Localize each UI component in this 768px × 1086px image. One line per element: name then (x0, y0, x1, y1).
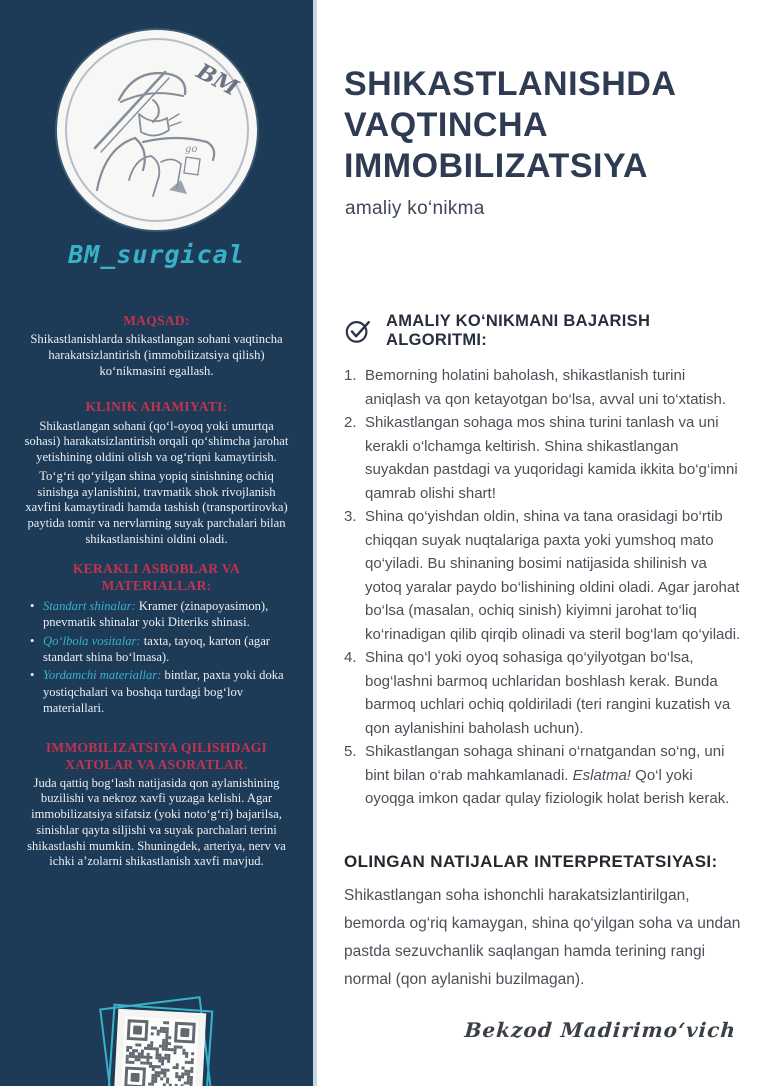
qr-code (113, 1009, 205, 1086)
page-subtitle: amaliy ko‘nikma (345, 198, 485, 219)
materials-list (20, 598, 293, 717)
klinik-heading: KLINIK AHAMIYATI: (85, 399, 228, 415)
material-item: • Qo‘lbola vositalar: taxta, tayoq, karton (agar standart shina bo‘lmasa). (30, 633, 291, 666)
results-body: Shikastlangan soha ishonchli harakatsizlantirilgan, bemorda og‘riq kamaygan, shina qo‘yilgan soha va undan pastda sezuvchanlik saqlangan hamda terining rangi normal (qon aylanishi buzilmagan). (344, 887, 741, 988)
section-maqsad (0, 313, 313, 379)
algorithm-step-1: 1. Bemorning holatini baholash, shikastlanish turini aniqlash va qon ketayotgan bo‘lsa, avval uni to‘xtatish. (344, 364, 742, 411)
page-title: SHIKASTLANISHDA VAQTINCHA IMMOBILIZATSIYA (344, 65, 676, 185)
section-xatolar (0, 740, 313, 870)
logo-monogram: BM (191, 58, 242, 102)
material-item: • Standart shinalar: Kramer (zinapoyasimon), pnevmatik shinalar yoki Diteriks shinasi. (30, 598, 291, 631)
maqsad-heading: MAQSAD: (123, 313, 190, 328)
algorithm-heading: AMALIY KO‘NIKMANI BAJARISH ALGORITMI: (386, 312, 651, 349)
brand-logo (57, 30, 257, 230)
step-number: 2. (344, 414, 357, 431)
qr-block (97, 998, 217, 1086)
step-number: 4. (344, 649, 357, 666)
svg-text:go: go (184, 144, 197, 155)
results-heading: OLINGAN NATIJALAR INTERPRETATSIYASI: (344, 852, 718, 871)
material-label: Yordamchi materiallar: (43, 668, 165, 683)
algorithm-step-5: 5. Shikastlangan sohaga shinani o‘rnatgandan so‘ng, uni bint bilan o‘rab mahkamlanadi. Eslatma! Qo‘l yoki oyoqga imkon qadar qulay fiziologik holat berish kerak. (344, 740, 742, 811)
material-label: Standart shinalar: (43, 598, 139, 613)
material-item: • Yordamchi materiallar: bintlar, paxta yoki doka yostiqchalari va boshqa turdagi bog‘lov materiallari. (30, 667, 291, 716)
section-materials (0, 561, 313, 716)
qr-code-icon (121, 1016, 199, 1086)
algorithm-step-3: 3. Shina qo‘yishdan oldin, shina va tana orasidagi bo‘rtib chiqqan suyak nuqtalariga paxta yoki yumshoq mato qo‘yiladi. Bu shinaning bosimi natijasida shilinish va yotoq yaralar paydo bo‘lishining oldini oladi. Agar jarohat bo‘lsa (masalan, ochiq sinish) kiyimni jarohat to‘liq ko‘rinadigan qilib qirqib olinadi va steril bog‘lam qo‘yiladi. (344, 505, 742, 646)
klinik-body-2: To‘g‘ri qo‘yilgan shina yopiq sinishning ochiq sinishga aylanishini, travmatik shok rivojlanish xavfini kamaytiradi hamda tashish (transportirovka) paytida tomir va nervlarning suyak parchalari bilan shikastlanishini oldini oladi. (25, 468, 288, 546)
surgeon-sketch-icon (57, 30, 257, 230)
algorithm-step-2: 2. Shikastlangan sohaga mos shina turini tanlash va uni kerakli o‘lchamga keltirish. Shina shikastlangan suyakdan pastdagi va yuqoridagi kamida ikkita bo‘g‘imni qamrab olishi shart! (344, 411, 742, 505)
maqsad-body: Shikastlanishlarda shikastlangan sohani vaqtincha harakatsizlantirish (immobilizatsiya qilish) ko‘nikmasini egallash. (30, 332, 283, 378)
xatolar-heading: IMMOBILIZATSIYA QILISHDAGI XATOLAR VA ASORATLAR. (45, 740, 268, 772)
algorithm-steps (344, 364, 742, 811)
brand-name: BM_surgical (68, 240, 245, 269)
step-number: 5. (344, 743, 357, 760)
author-signature: Bekzod Madirimo‘vich (463, 1018, 737, 1042)
checkmark-circle-icon (344, 317, 372, 345)
algorithm-header (344, 312, 740, 350)
material-label: Qo‘lbola vositalar: (43, 633, 144, 648)
section-klinik (0, 399, 313, 547)
step-number: 3. (344, 508, 357, 525)
sidebar (0, 0, 317, 1086)
xatolar-body: Juda qattiq bog‘lash natijasida qon aylanishining buzilishi va nekroz xavfi yuzaga kelishi. Agar immobilizatsiya sifatsiz (yoki noto‘g‘ri) bajarilsa, sinishlar qayta siljishi va suyak parchalari terini shikastlashi mumkin. Shuningdek, arteriya, nerv va ichki a’zolarni shikastlanish xavfi mavjud. (27, 775, 286, 869)
materials-heading: KERAKLI ASBOBLAR VA MATERIALLAR: (72, 561, 241, 593)
klinik-body-1: Shikastlangan sohani (qo‘l-oyoq yoki umurtqa sohasi) harakatsizlantirish orqali qo‘shimcha jarohat yetishining oldini olish va og‘riqni kamaytirish. (24, 418, 289, 465)
main-content (336, 0, 740, 1086)
step-number: 1. (344, 367, 357, 384)
algorithm-step-4: 4. Shina qo‘l yoki oyoq sohasiga qo‘yilyotgan bo‘lsa, bog‘lashni barmoq uchlaridan boshlash kerak. Bunda barmoq uchlari ochiq qoldiriladi (teri rangini kuzatish va qon aylanishini baholash uchun). (344, 646, 742, 740)
